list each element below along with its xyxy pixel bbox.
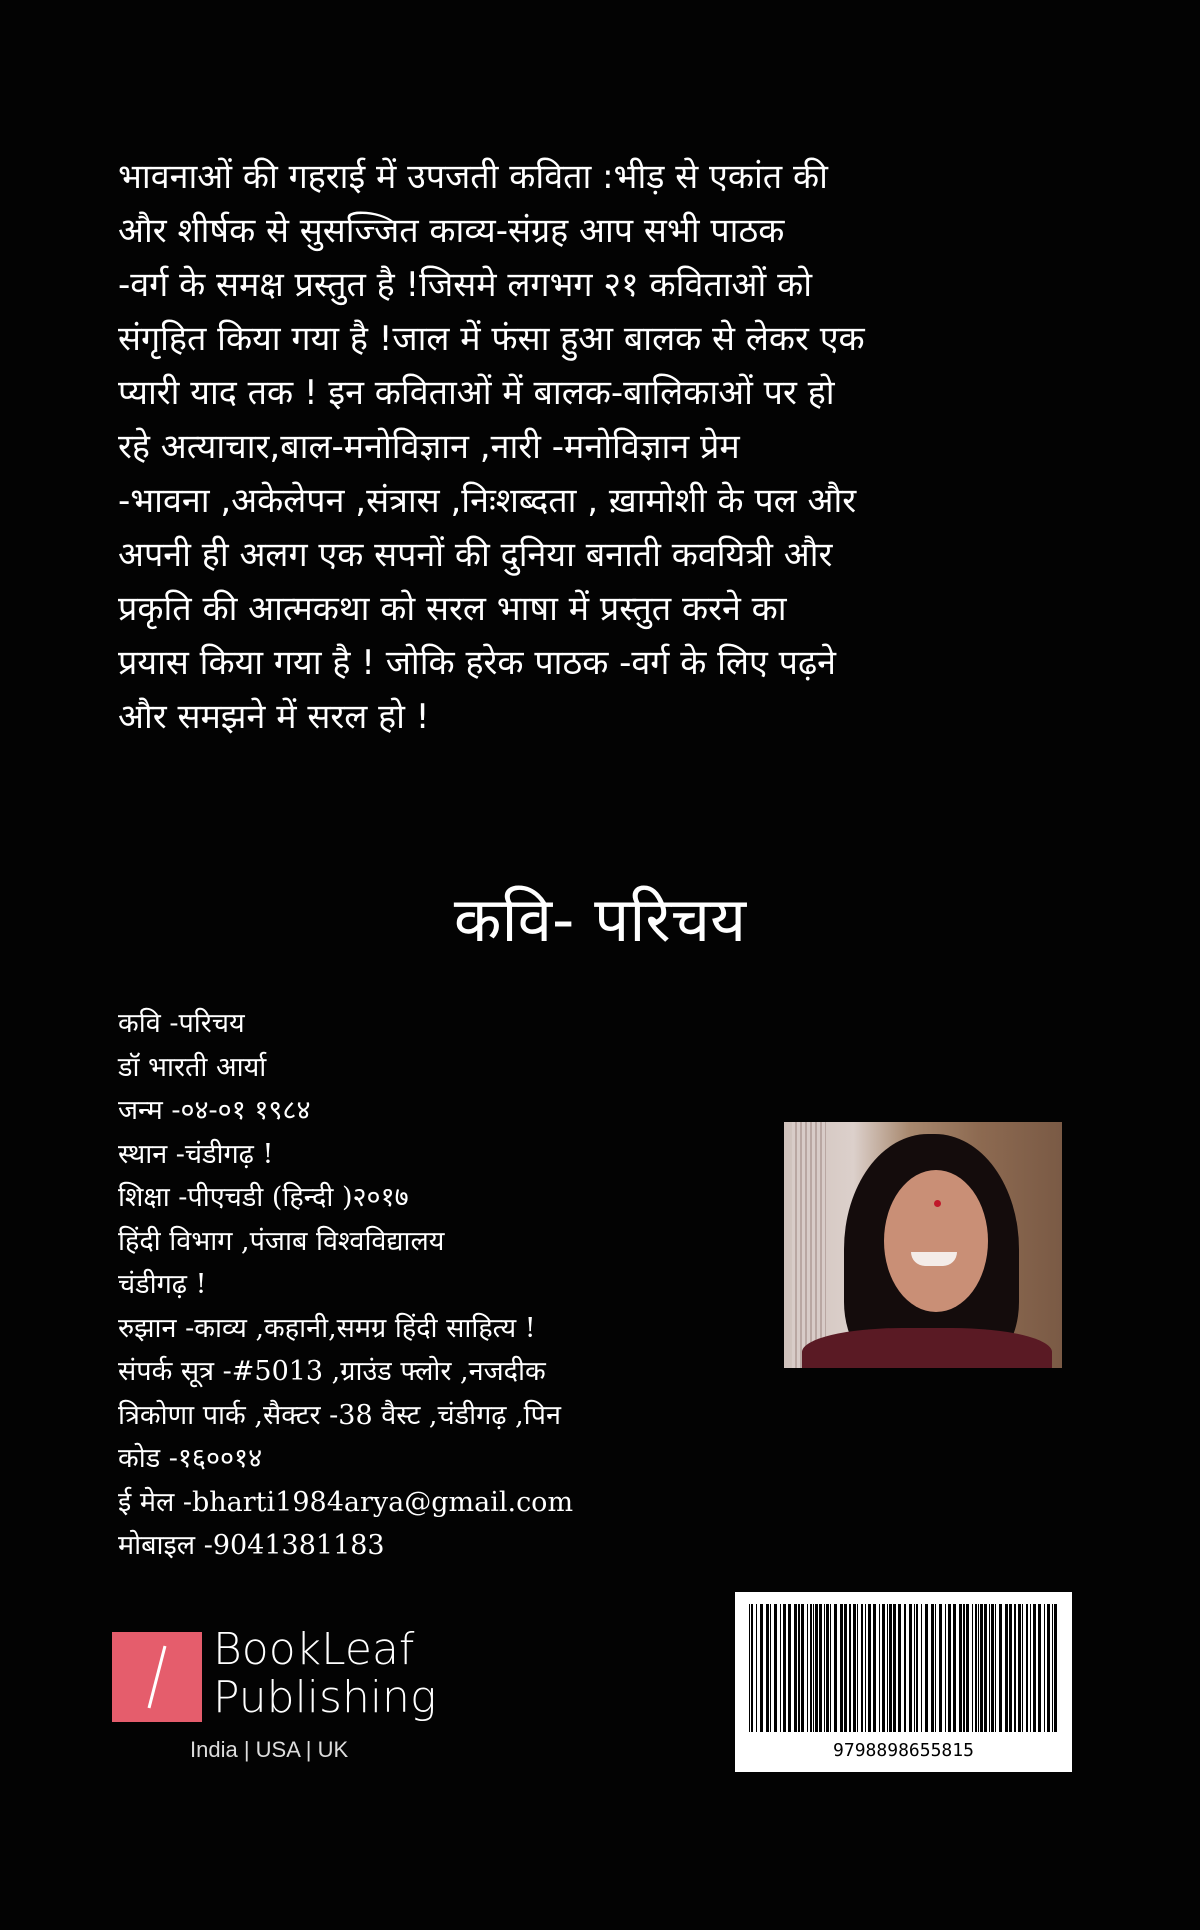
barcode-bar	[939, 1604, 942, 1732]
barcode-bar	[780, 1604, 781, 1732]
barcode-bar	[931, 1604, 934, 1732]
photo-bindi	[934, 1200, 941, 1207]
barcode-bar	[815, 1604, 818, 1732]
barcode-bar	[959, 1604, 962, 1732]
barcode-bar	[995, 1604, 996, 1732]
barcode-bar	[1014, 1604, 1016, 1732]
barcode-bar	[834, 1604, 837, 1732]
barcode-bar	[766, 1604, 769, 1732]
bio-line: मोबाइल -9041381183	[118, 1530, 385, 1561]
barcode-bar	[1044, 1604, 1045, 1732]
blurb-line: प्यारी याद तक ! इन कविताओं में बालक-बालिकाओं पर हो	[118, 373, 835, 413]
author-bio	[118, 1002, 678, 1568]
barcode-bar	[1054, 1604, 1057, 1732]
barcode-bar	[1009, 1604, 1012, 1732]
photo-dress	[802, 1328, 1052, 1368]
barcode-bar	[1018, 1604, 1021, 1732]
blurb-line: संगृहित किया गया है !जाल में फंसा हुआ बालक से लेकर एक	[118, 319, 865, 359]
bio-line: कोड -१६००१४	[118, 1443, 263, 1474]
barcode-bar	[801, 1604, 804, 1732]
blurb-line: अपनी ही अलग एक सपनों की दुनिया बनाती कवयित्री और	[118, 535, 833, 575]
barcode-bar	[1033, 1604, 1036, 1732]
section-heading: कवि- परिचय	[453, 883, 747, 956]
barcode-bar	[980, 1604, 983, 1732]
barcode-bar	[945, 1604, 946, 1732]
photo-smile	[911, 1252, 957, 1266]
barcode-bar	[966, 1604, 969, 1732]
barcode-bar	[824, 1604, 825, 1732]
barcode-bar	[751, 1604, 753, 1732]
bio-line: कवि -परिचय	[118, 1008, 245, 1039]
barcode-bar	[953, 1604, 956, 1732]
barcode-bar	[813, 1604, 814, 1732]
bio-line: संपर्क सूत्र -#5013 ,ग्राउंड फ्लोर ,नजदीक	[118, 1356, 546, 1387]
bio-line: स्थान -चंडीगढ़ !	[118, 1138, 274, 1170]
barcode-bar	[991, 1604, 994, 1732]
blurb-line: भावनाओं की गहराई में उपजती कविता :भीड़ से एकांत की	[118, 157, 828, 197]
barcode-bar	[760, 1604, 763, 1732]
barcode-bar	[819, 1604, 822, 1732]
barcode-bar	[810, 1604, 812, 1732]
blurb-line: -भावना ,अकेलेपन ,संत्रास ,निःशब्दता , ख़ामोशी के पल और	[118, 481, 857, 521]
barcode-bar	[1026, 1604, 1028, 1732]
blurb-line: और समझने में सरल हो !	[118, 697, 430, 737]
barcode-bar	[873, 1604, 876, 1732]
barcode-bar	[774, 1604, 777, 1732]
barcode-bar	[798, 1604, 800, 1732]
barcode-bar	[898, 1604, 901, 1732]
barcode-bar	[972, 1604, 973, 1732]
barcode-bar	[807, 1604, 808, 1732]
bio-line: शिक्षा -पीएचडी (हिन्दी )२०१७	[118, 1182, 409, 1213]
barcode-bar	[783, 1604, 786, 1732]
barcode-bar	[849, 1604, 851, 1732]
barcode-bar	[921, 1604, 922, 1732]
bio-line: जन्म -०४-०१ १९८४	[118, 1095, 311, 1126]
blurb-text	[118, 150, 1018, 744]
barcode-bar	[756, 1604, 757, 1732]
bio-line: ई मेल -bharti1984arya@gmail.com	[118, 1486, 574, 1518]
barcode-bar	[935, 1604, 936, 1732]
barcode-bar	[749, 1604, 750, 1732]
barcode-bars-icon	[747, 1604, 1060, 1732]
barcode	[735, 1592, 1072, 1772]
barcode-bar	[826, 1604, 829, 1732]
barcode-bar	[1030, 1604, 1031, 1732]
slash-icon	[146, 1642, 168, 1712]
publisher-name-line1: BookLeaf	[213, 1624, 415, 1675]
publisher-name	[213, 1626, 436, 1722]
blurb-line: रहे अत्याचार,बाल-मनोविज्ञान ,नारी -मनोविज्ञान प्रेम	[118, 427, 740, 467]
bio-line: डॉ भारती आर्या	[118, 1051, 267, 1083]
publisher-regions: India | USA | UK	[190, 1737, 349, 1762]
barcode-bar	[909, 1604, 912, 1732]
barcode-bar	[904, 1604, 906, 1732]
barcode-bar	[882, 1604, 885, 1732]
barcode-bar	[916, 1604, 918, 1732]
barcode-bar	[879, 1604, 880, 1732]
barcode-bar	[975, 1604, 977, 1732]
blurb-line: प्रकृति की आत्मकथा को सरल भाषा में प्रस्तुत करने का	[118, 589, 787, 629]
barcode-bar	[857, 1604, 858, 1732]
photo-face	[884, 1170, 988, 1312]
barcode-bar	[770, 1604, 771, 1732]
barcode-bar	[989, 1604, 990, 1732]
blurb-line: -वर्ग के समक्ष प्रस्तुत है !जिसमे लगभग २१ कविताओं को	[118, 265, 813, 305]
barcode-bar	[963, 1604, 965, 1732]
barcode-bar	[948, 1604, 951, 1732]
barcode-bar	[844, 1604, 847, 1732]
blurb-line: प्रयास किया गया है ! जोकि हरेक पाठक -वर्ग के लिए पढ़ने	[118, 643, 836, 683]
barcode-bar	[865, 1604, 866, 1732]
bio-line: चंडीगढ़ !	[118, 1269, 207, 1300]
barcode-bar	[1038, 1604, 1041, 1732]
publisher-name-line2: Publishing	[213, 1672, 437, 1723]
barcode-bar	[984, 1604, 987, 1732]
barcode-bar	[1005, 1604, 1008, 1732]
bio-line: त्रिकोणा पार्क ,सैक्टर -38 वैस्ट ,चंडीगढ़ ,पिन	[118, 1399, 561, 1431]
author-photo	[784, 1122, 1062, 1368]
barcode-bar	[1022, 1604, 1023, 1732]
bio-line: हिंदी विभाग ,पंजाब विश्वविद्यालय	[118, 1225, 445, 1257]
barcode-number: 9798898655815	[833, 1740, 974, 1761]
barcode-bar	[830, 1604, 831, 1732]
barcode-bar	[978, 1604, 979, 1732]
bio-line: रुझान -काव्य ,कहानी,समग्र हिंदी साहित्य !	[118, 1312, 536, 1344]
barcode-bar	[925, 1604, 928, 1732]
barcode-bar	[999, 1604, 1002, 1732]
barcode-bar	[840, 1604, 843, 1732]
barcode-bar	[914, 1604, 915, 1732]
barcode-bar	[1052, 1604, 1053, 1732]
barcode-bar	[794, 1604, 797, 1732]
barcode-bar	[868, 1604, 871, 1732]
barcode-bar	[893, 1604, 896, 1732]
barcode-bar	[887, 1604, 888, 1732]
barcode-bar	[861, 1604, 863, 1732]
barcode-bar	[889, 1604, 892, 1732]
photo-curtain	[792, 1122, 826, 1368]
blurb-line: और शीर्षक से सुसज्जित काव्य-संग्रह आप सभी पाठक	[118, 211, 785, 251]
barcode-bar	[788, 1604, 791, 1732]
barcode-bar	[853, 1604, 856, 1732]
barcode-bar	[1047, 1604, 1050, 1732]
